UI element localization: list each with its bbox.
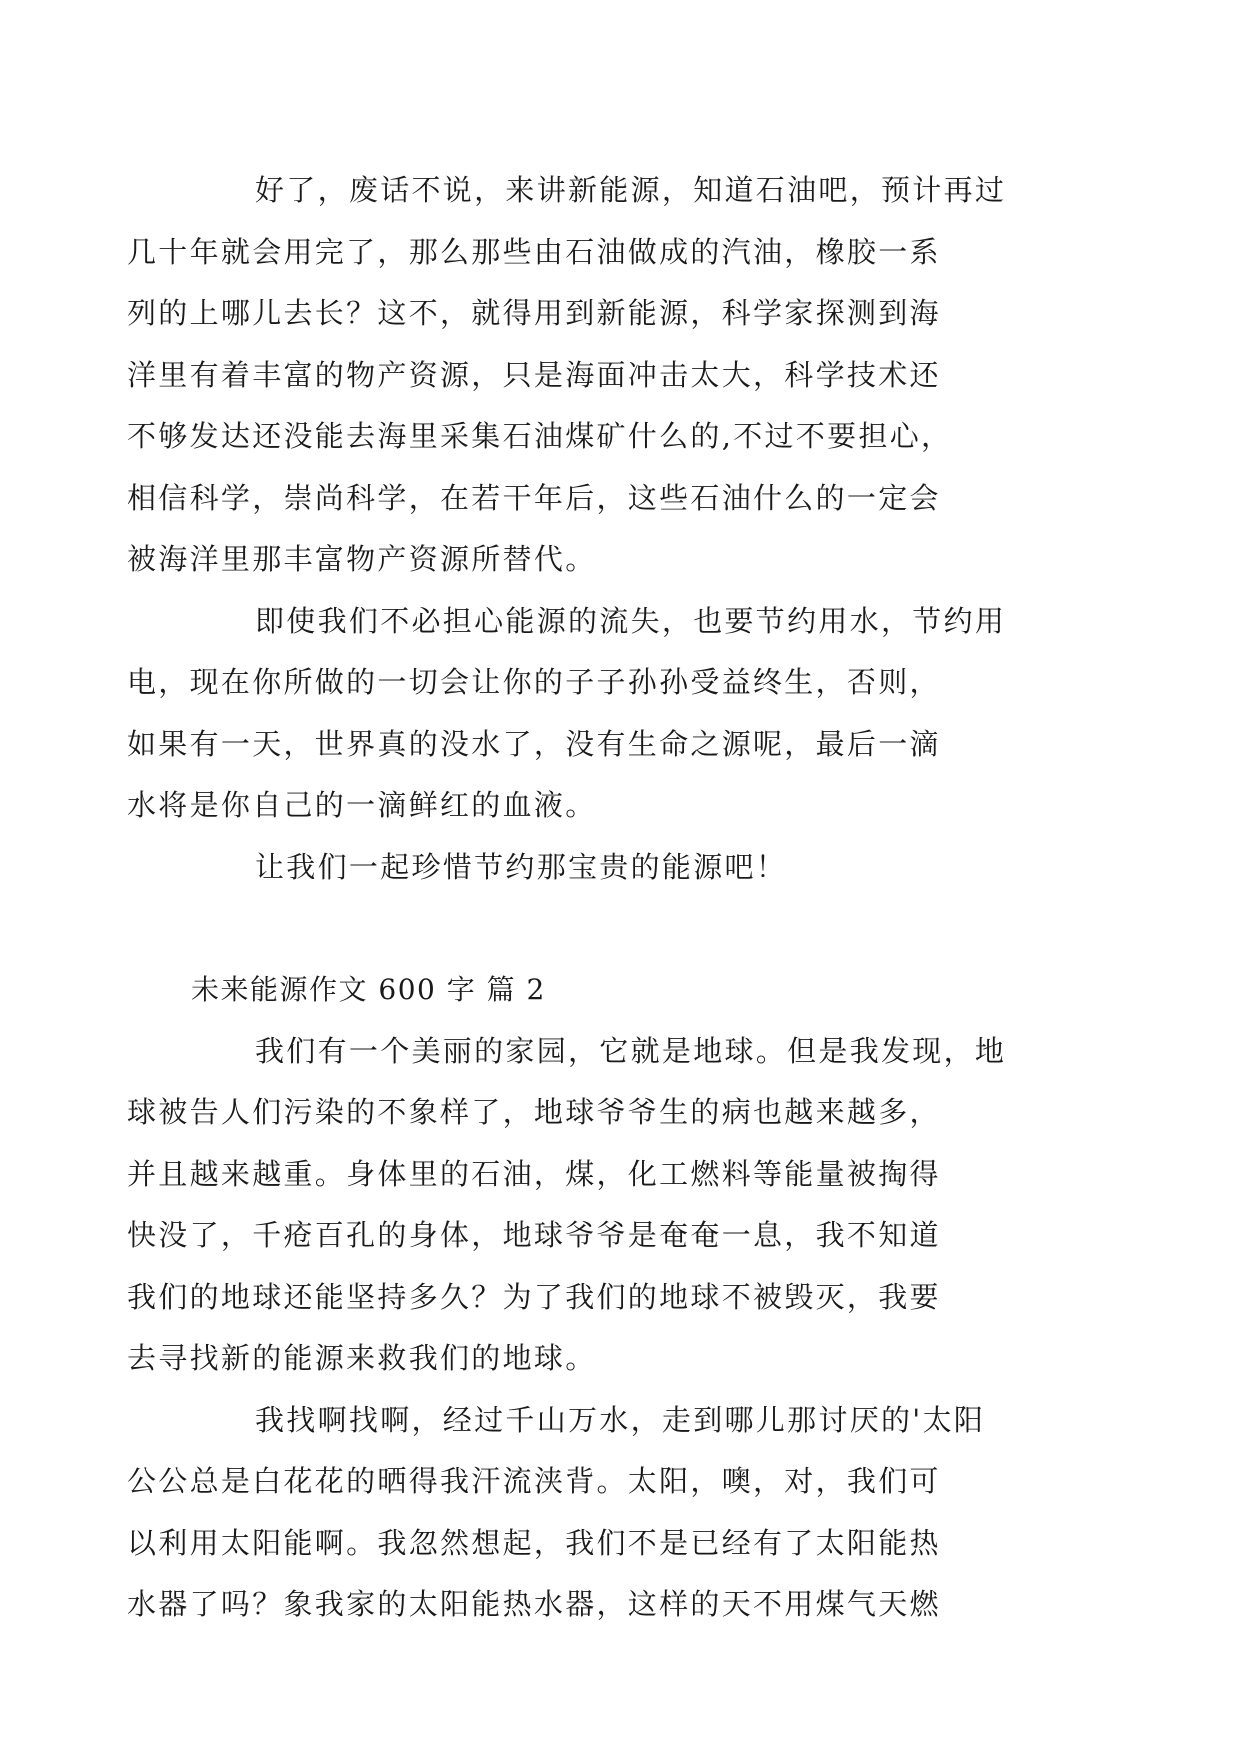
paragraph-line: 我们有一个美丽的家园，它就是地球。但是我发现，地: [255, 1033, 1007, 1068]
paragraph-2: [127, 591, 1061, 837]
paragraph-line: 电，现在你所做的一切会让你的子子孙孙受益终生，否则，: [127, 665, 941, 699]
paragraph-line: 我们的地球还能坚持多久？为了我们的地球不被毁灭，我要: [127, 1279, 941, 1314]
section-heading: 未来能源作文 600 字 篇 2: [191, 973, 546, 1006]
paragraph-line: 去寻找新的能源来救我们的地球。: [127, 1341, 597, 1375]
paragraph-line: 即使我们不必担心能源的流失，也要节约用水，节约用: [255, 603, 1007, 638]
paragraph-line: 公公总是白花花的晒得我汗流浃背。太阳，噢，对，我们可: [127, 1464, 941, 1498]
paragraph-line: 水器了吗？象我家的太阳能热水器，这样的天不用煤气天燃: [127, 1587, 941, 1621]
paragraph-line: 好了，废话不说，来讲新能源，知道石油吧，预计再过: [255, 173, 1007, 207]
paragraph-line: 如果有一天，世界真的没水了，没有生命之源呢，最后一滴: [127, 726, 941, 761]
paragraph-line: 以利用太阳能啊。我忽然想起，我们不是已经有了太阳能热: [127, 1525, 941, 1560]
paragraph-line: 几十年就会用完了，那么那些由石油做成的汽油，橡胶一系: [127, 234, 941, 269]
paragraph-line: 水将是你自己的一滴鲜红的血液。: [127, 788, 597, 822]
paragraph-line: 列的上哪儿去长？这不，就得用到新能源，科学家探测到海: [127, 296, 941, 330]
paragraph-3: [191, 837, 1061, 899]
paragraph-line: 相信科学，崇尚科学，在若干年后，这些石油什么的一定会: [127, 480, 941, 515]
document-body: [127, 160, 1061, 1636]
paragraph-line: 被海洋里那丰富物产资源所替代。: [127, 542, 597, 576]
paragraph-line: 不够发达还没能去海里采集石油煤矿什么的,不过不要担心，: [127, 419, 953, 453]
paragraph-line: 快没了，千疮百孔的身体，地球爷爷是奄奄一息，我不知道: [127, 1218, 941, 1252]
paragraph-line: 我找啊找啊，经过千山万水，走到哪儿那讨厌的'太阳: [255, 1402, 986, 1437]
paragraph-5: [127, 1390, 1061, 1636]
paragraph-4: [127, 1021, 1061, 1390]
paragraph-line: 并且越来越重。身体里的石油，煤，化工燃料等能量被掏得: [127, 1156, 941, 1191]
paragraph-1: [127, 160, 1061, 591]
paragraph-line: 球被告人们污染的不象样了，地球爷爷生的病也越来越多，: [127, 1095, 941, 1129]
paragraph-line: 让我们一起珍惜节约那宝贵的能源吧！: [255, 849, 788, 884]
paragraph-line: 洋里有着丰富的物产资源，只是海面冲击太大，科学技术还: [127, 357, 941, 392]
